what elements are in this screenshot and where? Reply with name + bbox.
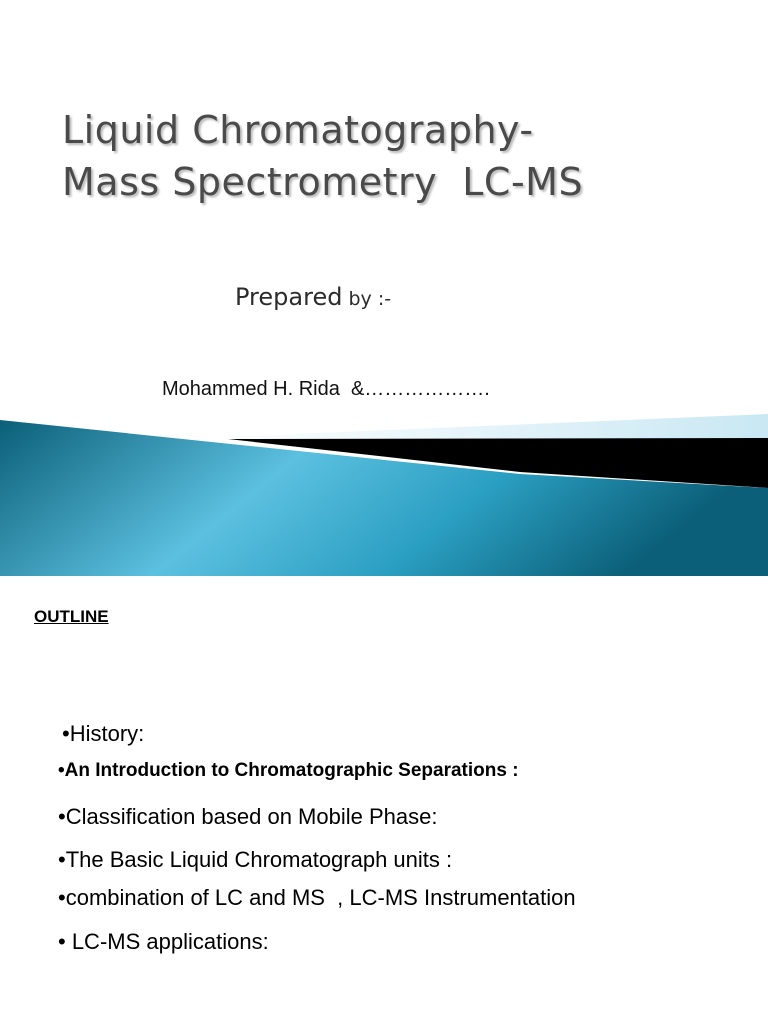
banner-pale-stripe (200, 414, 768, 440)
outline-item-combination: •combination of LC and MS , LC-MS Instrumentation (58, 885, 576, 910)
outline-item-basic-units: •The Basic Liquid Chromatograph units : (58, 847, 453, 872)
title-line-1: Liquid Chromatography- (62, 108, 534, 152)
prepared-by (235, 283, 391, 311)
outline-item-applications: • LC-MS applications: (58, 929, 269, 954)
outline-item-introduction: •An Introduction to Chromatographic Separations : (58, 760, 519, 781)
outline-item-classification: •Classification based on Mobile Phase: (58, 804, 438, 829)
author-name: Mohammed H. Rida &………………. (162, 378, 490, 400)
title-line-2: Mass Spectrometry LC-MS (62, 160, 584, 204)
prepared-label: Prepared (235, 283, 343, 311)
slide-title (62, 104, 742, 208)
outline-slide (0, 576, 768, 1024)
decorative-banner (0, 410, 768, 576)
outline-item-history: •History: (62, 721, 145, 746)
outline-heading: OUTLINE (34, 607, 109, 626)
prepared-suffix: by :- (342, 288, 392, 310)
